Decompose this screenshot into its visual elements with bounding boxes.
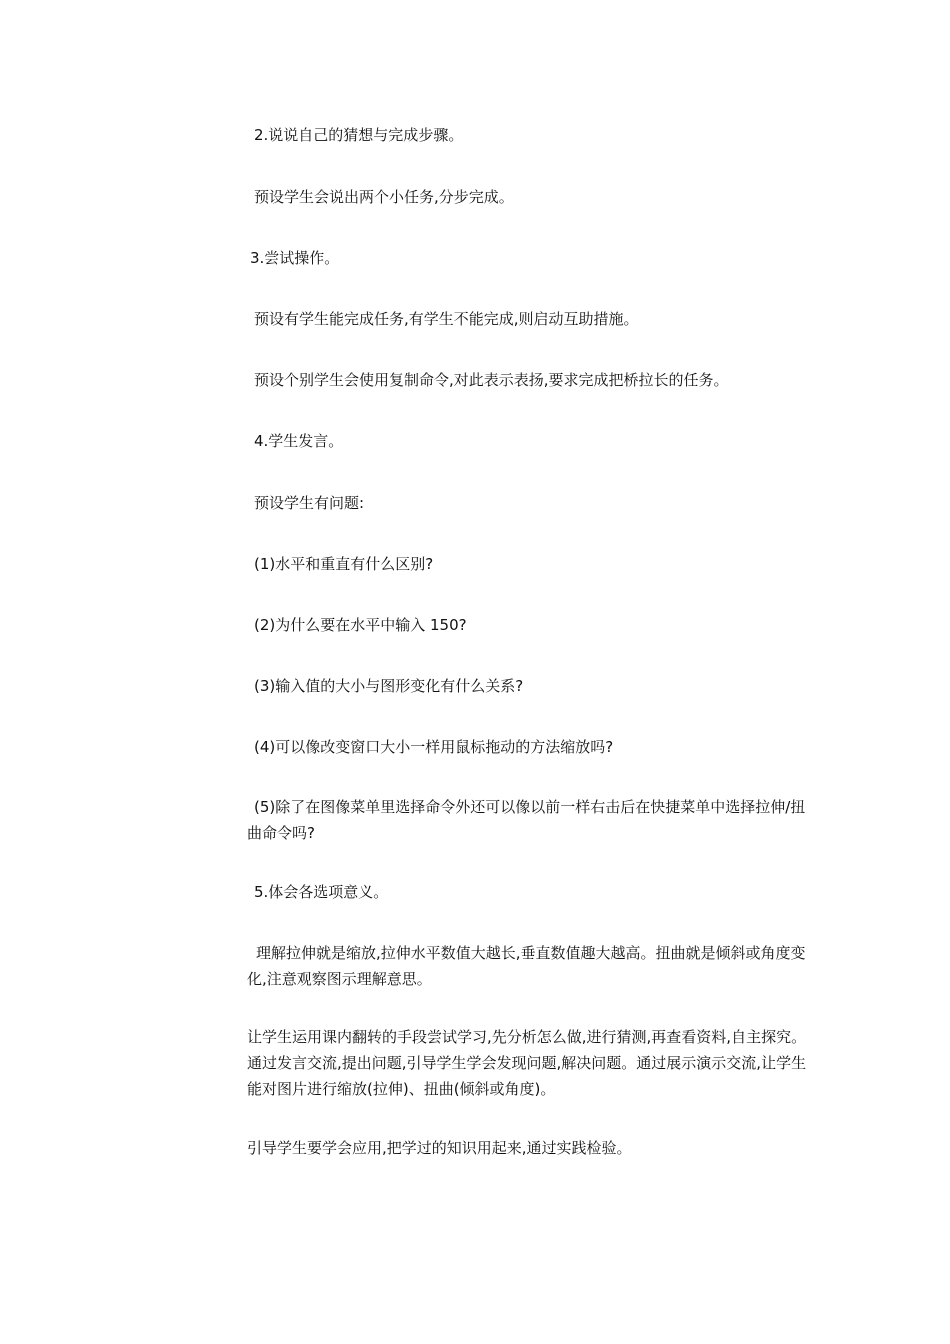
paragraph-preset-1: 预设学生会说出两个小任务,分步完成。 — [254, 188, 514, 206]
paragraph-step-5: 5.体会各选项意义。 — [254, 883, 389, 901]
paragraph-question-3: (3)输入值的大小与图形变化有什么关系? — [254, 677, 524, 695]
paragraph-question-1: (1)水平和重直有什么区别? — [254, 555, 434, 573]
paragraph-preset-3: 预设个别学生会使用复制命令,对此表示表扬,要求完成把桥拉长的任务。 — [254, 371, 729, 389]
paragraph-preset-2: 预设有学生能完成任务,有学生不能完成,则启动互助措施。 — [254, 310, 639, 328]
paragraph-question-5: (5)除了在图像菜单里选择命令外还可以像以前一样右击后在快捷菜单中选择拉伸/扭曲命令吗? — [247, 798, 806, 842]
paragraph-guidance: 引导学生要学会应用,把学过的知识用起来,通过实践检验。 — [247, 1139, 632, 1157]
paragraph-step-2: 2.说说自己的猜想与完成步骤。 — [254, 126, 464, 144]
paragraph-design-intent: 让学生运用课内翻转的手段尝试学习,先分析怎么做,进行猜测,再查看资料,自主探究。通过发言交流,提出问题,引导学生学会发现问题,解决问题。通过展示演示交流,让学生能对图片进行缩放(拉伸)、扭曲(倾斜或角度)。 — [247, 1028, 807, 1098]
paragraph-preset-4: 预设学生有问题: — [254, 494, 365, 512]
paragraph-step-3: 3.尝试操作。 — [250, 249, 340, 267]
paragraph-explanation: 理解拉伸就是缩放,拉伸水平数值大越长,垂直数值趣大越高。扭曲就是倾斜或角度变化,注意观察图示理解意思。 — [247, 944, 806, 988]
paragraph-question-2: (2)为什么要在水平中输入 150? — [254, 616, 467, 634]
paragraph-step-4: 4.学生发言。 — [254, 432, 344, 450]
paragraph-question-4: (4)可以像改变窗口大小一样用鼠标拖动的方法缩放吗? — [254, 738, 614, 756]
